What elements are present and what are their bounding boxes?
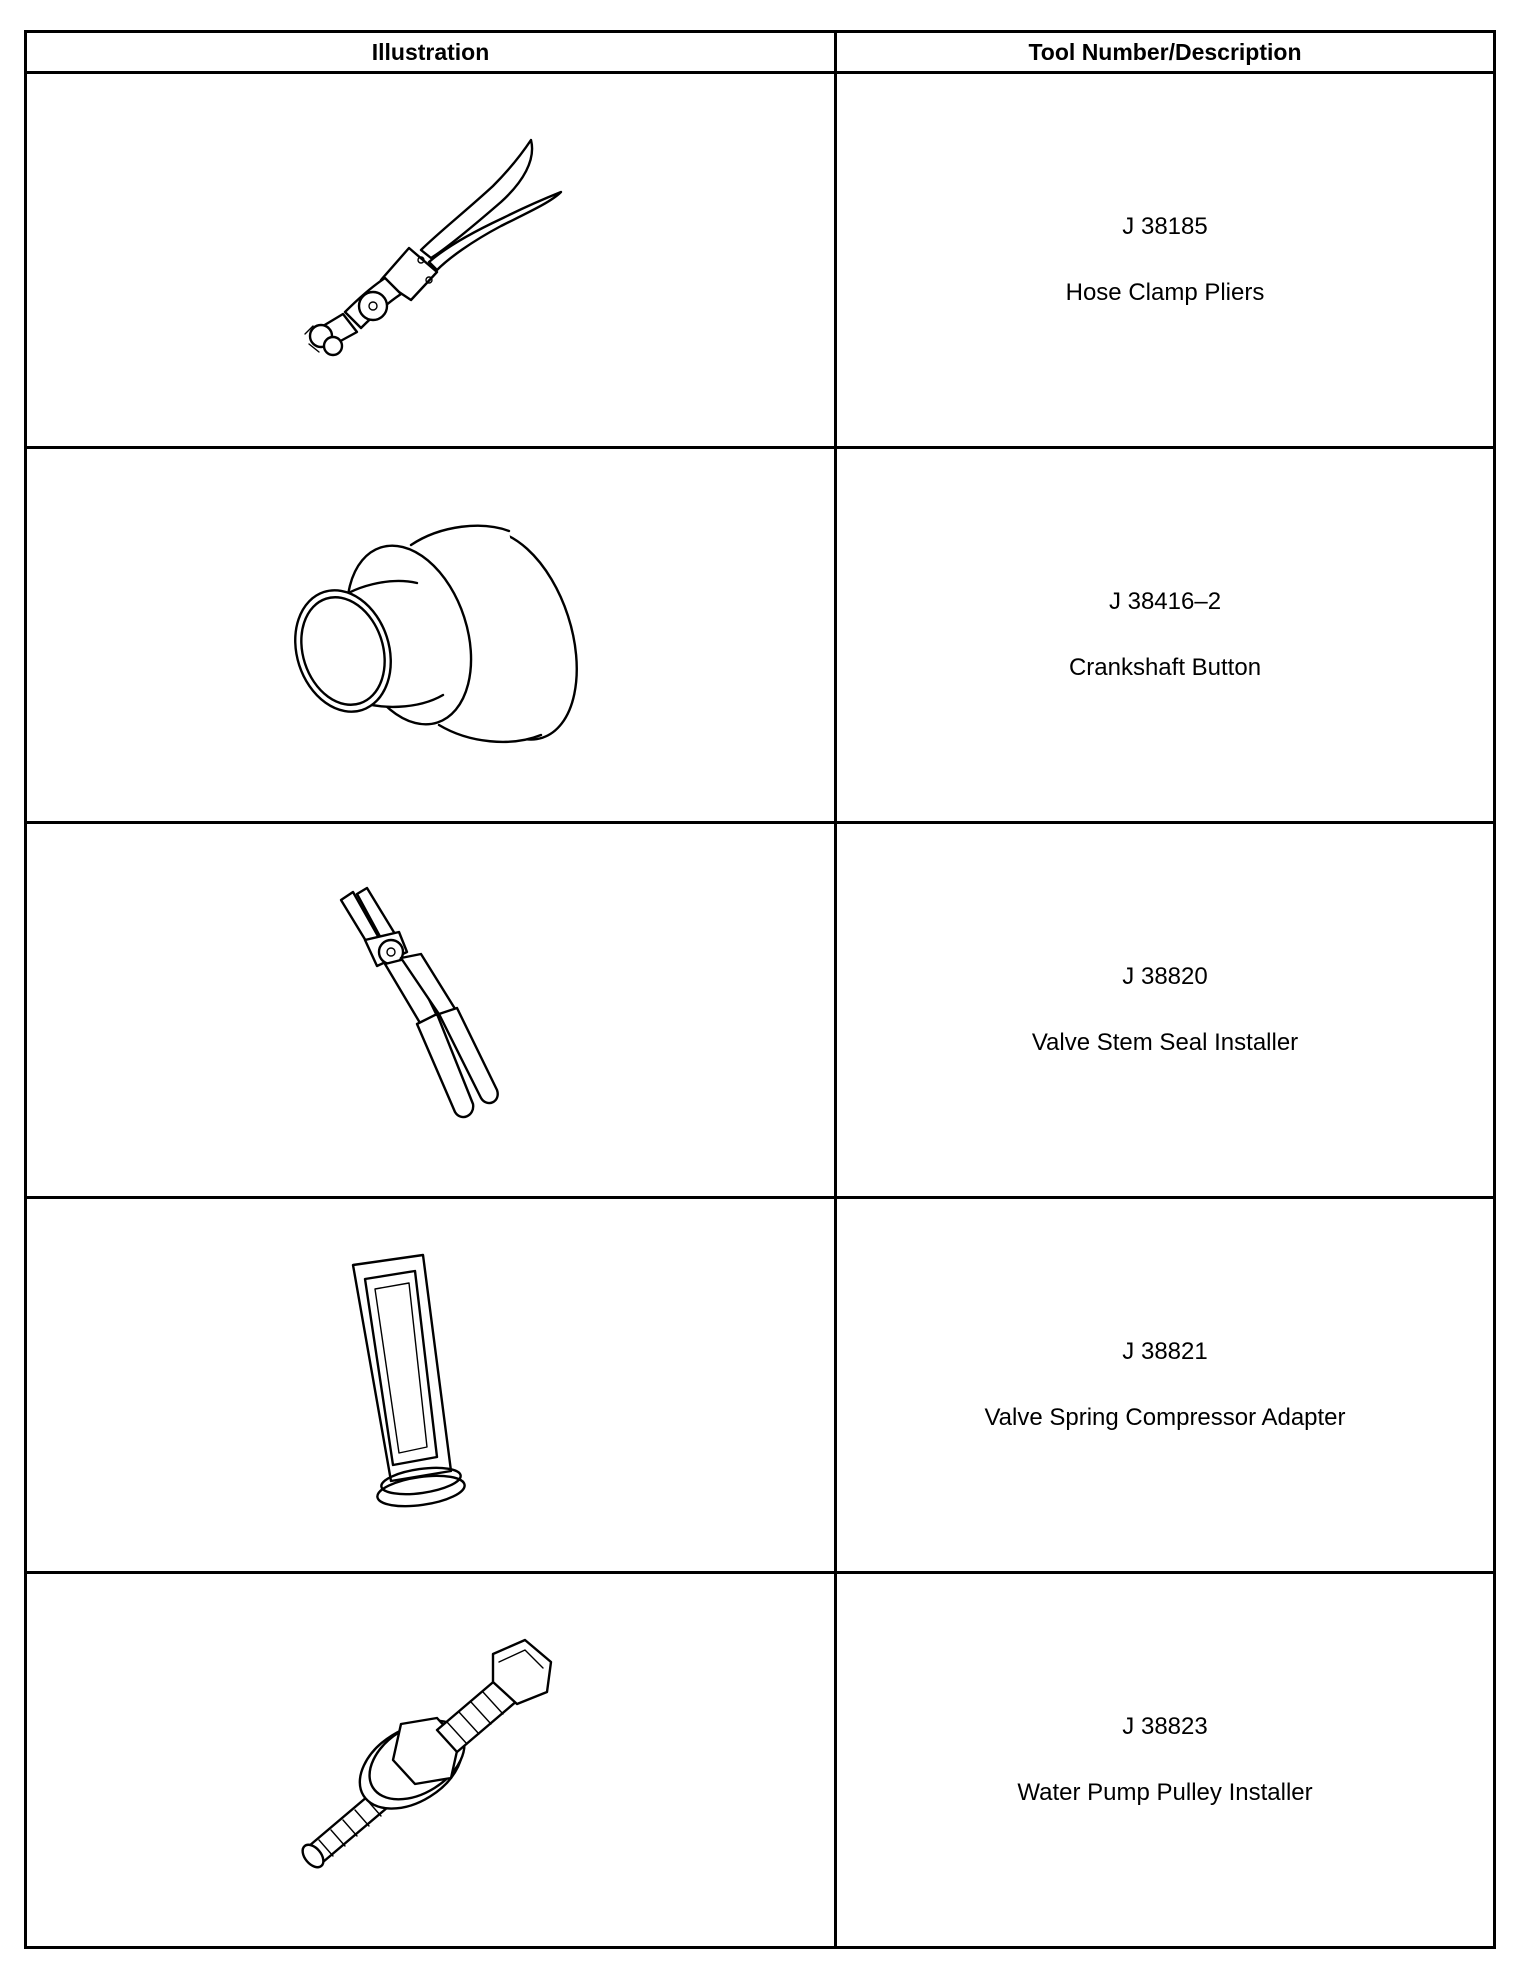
tool-number: J 38821 bbox=[1122, 1338, 1208, 1365]
tool-number: J 38823 bbox=[1122, 1713, 1208, 1740]
tool-number: J 38416–2 bbox=[1108, 588, 1222, 615]
crankshaft-button-icon bbox=[261, 485, 601, 785]
tool-info-cell bbox=[836, 448, 1495, 823]
tool-description: Hose Clamp Pliers bbox=[1065, 279, 1265, 306]
table-row bbox=[26, 448, 1495, 823]
tool-info-cell bbox=[836, 1573, 1495, 1948]
tool-description: Valve Spring Compressor Adapter bbox=[984, 1404, 1346, 1431]
special-tools-table bbox=[24, 30, 1496, 1949]
tool-description: Crankshaft Button bbox=[1068, 654, 1262, 681]
illustration-cell bbox=[26, 448, 836, 823]
tool-info-cell bbox=[836, 1198, 1495, 1573]
illustration-column-header: Illustration bbox=[26, 32, 836, 73]
tool-description: Valve Stem Seal Installer bbox=[1031, 1029, 1299, 1056]
table-header-row bbox=[26, 32, 1495, 73]
illustration-cell bbox=[26, 823, 836, 1198]
tool-info-cell bbox=[836, 823, 1495, 1198]
hose-clamp-pliers-icon bbox=[261, 130, 601, 390]
tool-number: J 38185 bbox=[1122, 213, 1208, 240]
illustration-cell bbox=[26, 73, 836, 448]
illustration-cell bbox=[26, 1198, 836, 1573]
table-row bbox=[26, 73, 1495, 448]
water-pump-pulley-installer-icon bbox=[261, 1610, 601, 1910]
table-row bbox=[26, 823, 1495, 1198]
tool-column-header: Tool Number/Description bbox=[836, 32, 1495, 73]
table-row bbox=[26, 1198, 1495, 1573]
tool-description: Water Pump Pulley Installer bbox=[1017, 1779, 1313, 1806]
tool-info-cell bbox=[836, 73, 1495, 448]
tool-number: J 38820 bbox=[1122, 963, 1208, 990]
illustration-cell bbox=[26, 1573, 836, 1948]
table-row bbox=[26, 1573, 1495, 1948]
valve-stem-seal-installer-icon bbox=[261, 860, 601, 1160]
valve-spring-compressor-adapter-icon bbox=[261, 1235, 601, 1535]
